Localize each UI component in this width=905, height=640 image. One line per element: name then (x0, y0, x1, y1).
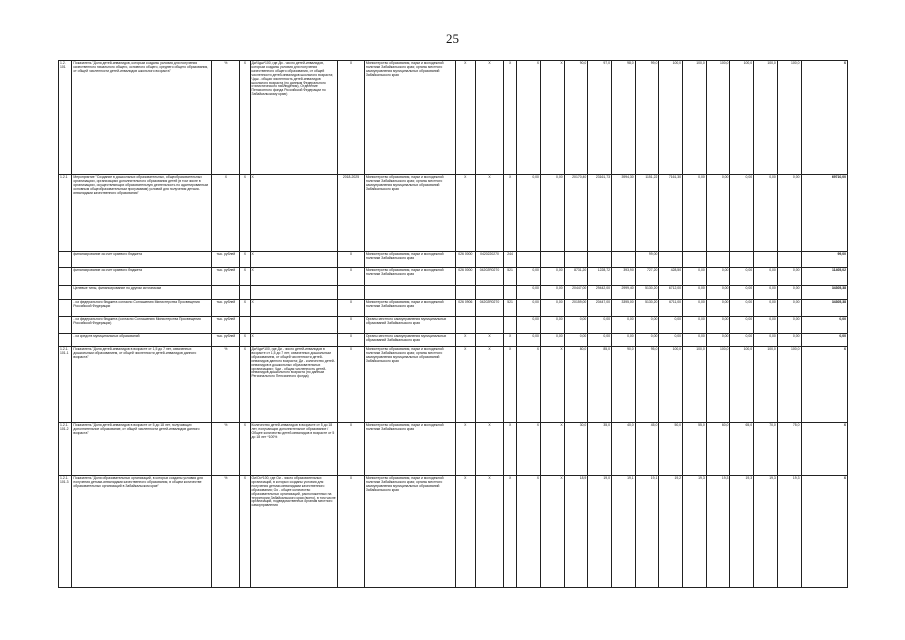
table-cell: 40,0 (612, 423, 636, 476)
table-cell: 1228,72 (588, 268, 612, 286)
table-cell: 100,0 (777, 347, 801, 423)
table-cell: X (503, 476, 516, 588)
table-cell (212, 286, 240, 300)
table-cell: - из федерального бюджета (согласно Соглашению Министерства Просвещения Российской Федерации) (72, 317, 212, 334)
table-cell: 0,00 (612, 334, 636, 347)
table-cell: 99,00 (801, 252, 847, 268)
table-row (59, 347, 848, 423)
table-cell: % (212, 61, 240, 175)
table-cell: 0,00 (517, 268, 541, 286)
table-cell: 1.2.1. 101.1 (59, 347, 72, 423)
table-cell: 0,00 (540, 268, 564, 286)
table-cell: Мероприятие "Создание в дошкольных образовательных, общеобразовательных организациях, организациях дополнительного образования детей (в том числе в организациях, осуществляющих образовательную деятельность по адаптированным основным общеобразовательным программам) условий для получения детьми-инвалидами качественного образования" (72, 175, 212, 252)
table-cell: 100,0 (754, 61, 778, 175)
table-cell: Министерство образования, науки и молодежной политики Забайкальского края (364, 268, 455, 286)
table-row (59, 317, 848, 334)
table-cell: 19,1 (612, 476, 636, 588)
table-cell: 0,00 (635, 317, 659, 334)
table-cell: 85,0 (588, 347, 612, 423)
table-cell: X (455, 61, 476, 175)
table-cell: 0,00 (564, 334, 588, 347)
table-cell: 0,00 (517, 317, 541, 334)
table-cell: X (338, 61, 365, 175)
table-cell: 18,9 (564, 476, 588, 588)
table-cell: 7161,30 (659, 175, 683, 252)
table-cell: 0,00 (588, 317, 612, 334)
table-cell: 5130,20 (635, 300, 659, 317)
table-cell: 45,0 (635, 423, 659, 476)
table-cell: Ои/Оо*100, где Ои - число образовательных организаций, в которых созданы условия для получения детьми-инвалидами качественного образования; Оо - общее количество образовательных организаций, расположенных на территории Забайкальского края (всего), в том числе организаций, подведомственных органам местного самоуправления (250, 476, 338, 588)
table-cell: X (476, 334, 504, 347)
table-cell: 727,20 (635, 268, 659, 286)
table-cell: 1.2. 101 (59, 61, 72, 175)
table-cell: 97,0 (588, 61, 612, 175)
table-cell: 521 (503, 268, 516, 286)
table-cell: X (503, 175, 516, 252)
table-cell: X (455, 476, 476, 588)
table-cell: X (240, 334, 250, 347)
table-cell: 0,00 (540, 175, 564, 252)
table-cell: Показатель "Доля детей-инвалидов в возрасте от 1,5 до 7 лет, охваченных дошкольным образованием, от общей численности детей-инвалидов данного возраста" (72, 347, 212, 423)
table-cell: X (338, 317, 365, 334)
table-cell: 0,00 (706, 334, 730, 347)
table-cell: 100,0 (777, 61, 801, 175)
table-cell: X (240, 268, 250, 286)
table-row (59, 286, 848, 300)
table-cell: X (801, 476, 847, 588)
table-cell: 100,0 (706, 61, 730, 175)
table-cell: 0,00 (730, 300, 754, 317)
table-cell: Органы местного самоуправления муниципальных образований Забайкальского края (364, 334, 455, 347)
table-cell: 0,00 (730, 175, 754, 252)
table-cell: 393,90 (612, 268, 636, 286)
table-cell: X (517, 61, 541, 175)
table-cell: X (540, 347, 564, 423)
table-cell: 0,00 (730, 334, 754, 347)
table-cell: 65,0 (730, 423, 754, 476)
table-cell: X (240, 476, 250, 588)
table-cell: 0,00 (730, 286, 754, 300)
table-cell: 20159,00 (564, 300, 588, 317)
table-cell: 0,00 (612, 317, 636, 334)
table-cell (250, 317, 338, 334)
table-cell: 244 (503, 252, 516, 268)
table-cell: 0,00 (517, 286, 541, 300)
table-cell: 0,00 (754, 317, 778, 334)
table-cell: X (503, 347, 516, 423)
table-cell (59, 286, 72, 300)
table-cell: 0,00 (730, 317, 754, 334)
table-cell: 99,0 (635, 61, 659, 175)
table-cell: 34305,38 (801, 300, 847, 317)
table-row (59, 252, 848, 268)
table-cell (59, 252, 72, 268)
table-cell: X (503, 334, 516, 347)
table-cell (540, 252, 564, 268)
table-cell: X (250, 334, 338, 347)
table-cell (777, 252, 801, 268)
table-cell: 0,00 (706, 175, 730, 252)
table-cell: 0,00 (517, 334, 541, 347)
table-cell: 0,00 (706, 317, 730, 334)
table-cell: Министерство образования, науки и молодежной политики Забайкальского края; органы местного самоуправления муниципальных образований Забайкальского края (364, 476, 455, 588)
table-cell: 80,0 (564, 347, 588, 423)
table-cell: финансирование за счет краевого бюджета (72, 252, 212, 268)
table-cell: 0,00 (777, 300, 801, 317)
table-cell: 5130,20 (635, 286, 659, 300)
table-cell: 0,00 (683, 317, 707, 334)
table-cell (564, 252, 588, 268)
table-cell: - из федерального бюджета согласно Соглашению Министерства Просвещения Российской Федерации (72, 300, 212, 317)
table-cell: 60,0 (706, 423, 730, 476)
table-cell: Министерство образования, науки и молодежной политики Забайкальского края (364, 423, 455, 476)
table-cell: 0,00 (564, 317, 588, 334)
table-row (59, 334, 848, 347)
table-cell: 0,00 (683, 268, 707, 286)
table-cell: 90,0 (612, 347, 636, 423)
table-row (59, 423, 848, 476)
table-cell: X (476, 61, 504, 175)
table-cell (706, 252, 730, 268)
table-cell: 0,00 (683, 175, 707, 252)
table-cell (588, 252, 612, 268)
table-cell: Органы местного самоуправления муниципальных образований Забайкальского края (364, 317, 455, 334)
table-cell: 026 0906 (455, 300, 476, 317)
table-cell: X (240, 61, 250, 175)
table-cell: 0,00 (540, 317, 564, 334)
table-cell: 0,00 (706, 286, 730, 300)
table-cell (517, 252, 541, 268)
table-cell: 19,3 (777, 476, 801, 588)
table-cell: Показатель "Доля образовательных организаций, в которых созданы условия для получения детьми-инвалидами качественного образования, в общем количестве образовательных организаций в Забайкальском крае" (72, 476, 212, 588)
table-cell: Министерство образования, науки и молодежной политики Забайкальского края (364, 252, 455, 268)
table-cell: 100,0 (683, 61, 707, 175)
table-cell: X (338, 268, 365, 286)
table-cell: X (801, 423, 847, 476)
table-cell: 0,00 (777, 286, 801, 300)
table-cell (59, 300, 72, 317)
table-cell: X (338, 423, 365, 476)
table-cell: X (476, 423, 504, 476)
table-cell (659, 252, 683, 268)
table-cell: 0,00 (540, 286, 564, 300)
table-cell: 0,00 (706, 300, 730, 317)
table-cell (240, 286, 250, 300)
table-cell: финансирование за счет краевого бюджета (72, 268, 212, 286)
table-cell: 19,3 (730, 476, 754, 588)
table-cell: % (212, 347, 240, 423)
table-cell: X (455, 334, 476, 347)
table-cell (250, 286, 338, 300)
table-cell: 2018-2025 (338, 175, 365, 252)
table-cell: 100,0 (659, 61, 683, 175)
table-cell: 75,0 (777, 423, 801, 476)
table-cell: 521 (503, 300, 516, 317)
table-cell: X (503, 423, 516, 476)
table-cell: 2999,40 (612, 286, 636, 300)
table-cell: 100,0 (754, 347, 778, 423)
table-cell: Министерство образования, науки и молодежной политики Забайкальского края (364, 300, 455, 317)
table-cell: 100,0 (706, 347, 730, 423)
table-cell: X (240, 175, 250, 252)
table-cell: 98,0 (612, 61, 636, 175)
table-cell: 19,3 (754, 476, 778, 588)
table-cell: 100,0 (683, 347, 707, 423)
table-cell: 0,00 (683, 300, 707, 317)
table-cell: 0,00 (635, 334, 659, 347)
table-cell: X (212, 175, 240, 252)
table-cell: 0,00 (706, 268, 730, 286)
table-cell (683, 252, 707, 268)
table-cell (754, 252, 778, 268)
table-cell: 19,2 (659, 476, 683, 588)
table-cell: 6711,00 (659, 300, 683, 317)
table-cell: X (240, 300, 250, 317)
table-cell (730, 252, 754, 268)
table-cell: 30,0 (564, 423, 588, 476)
table-cell: X (517, 423, 541, 476)
table-cell: Ди/Чди*100, где Ди - число детей-инвалидов в возрасте от 1,5 до 7 лет, охваченных дошкольным образованием, от общей численности детей-инвалидов данного возраста; Ди - количество детей-инвалидов в дошкольных образовательных организациях; Чди - общая численность детей-инвалидов дошкольного возраста (по данным Регионального Пенсионного фонда) (250, 347, 338, 423)
table-cell (338, 286, 365, 300)
table-cell: 95,0 (635, 347, 659, 423)
table-cell: 0,00 (659, 334, 683, 347)
table-cell: 0,00 (801, 334, 847, 347)
table-cell: X (503, 61, 516, 175)
table-cell: 0,00 (517, 300, 541, 317)
table-cell: X (338, 334, 365, 347)
table-cell: X (801, 61, 847, 175)
table-cell: 55,0 (683, 423, 707, 476)
table-cell: 0,00 (683, 334, 707, 347)
table-cell: 19,1 (635, 476, 659, 588)
table-cell: 04202R0270 (476, 268, 504, 286)
table-cell: 20170,40 (564, 175, 588, 252)
table-cell: Показатель "Доля детей-инвалидов в возрасте от 5 до 18 лет, получающих дополнительное образование, от общей численности детей-инвалидов данного возраста" (72, 423, 212, 476)
table-cell: X (240, 423, 250, 476)
table-cell: % (212, 423, 240, 476)
table-cell: X (338, 300, 365, 317)
table-cell: 1.2.1 (59, 175, 72, 252)
table-cell (476, 286, 504, 300)
table-row (59, 175, 848, 252)
table-cell: X (250, 300, 338, 317)
table-cell: 0,00 (754, 300, 778, 317)
page-number: 25 (446, 31, 459, 46)
table-cell: 11405,02 (801, 268, 847, 286)
table-cell: тыс. рублей (212, 334, 240, 347)
table-cell: 6712,00 (659, 286, 683, 300)
table-cell: 0,00 (754, 175, 778, 252)
table-cell: X (455, 347, 476, 423)
table-cell: 0420220270 (476, 252, 504, 268)
table-cell: X (540, 61, 564, 175)
table-cell: 100,0 (730, 61, 754, 175)
table-cell: 19,3 (706, 476, 730, 588)
table-row (59, 268, 848, 286)
table-cell: X (540, 476, 564, 588)
table-cell: 99,00 (635, 252, 659, 268)
table-cell: 3994,30 (612, 175, 636, 252)
table-cell: Количество детей-инвалидов в возрасте от 5 до 18 лет, получающих дополнительное образование / Общее количество детей-инвалидов в возрасте от 5 до 18 лет *100% (250, 423, 338, 476)
table-cell: 026 0000 (455, 268, 476, 286)
table-cell: 0,00 (777, 268, 801, 286)
table-cell: Министерство образования, науки и молодежной политики Забайкальского края; органы местного самоуправления муниципальных образований Забайкальского края (364, 175, 455, 252)
table-cell: 19,0 (588, 476, 612, 588)
table-cell: X (455, 175, 476, 252)
table-cell: 0,00 (540, 334, 564, 347)
table-cell: 100,0 (659, 347, 683, 423)
table-cell: 69710,00 (801, 175, 847, 252)
table-cell (476, 317, 504, 334)
table-cell: 34305,38 (801, 286, 847, 300)
table-cell: 70,0 (754, 423, 778, 476)
table-cell: 3395,00 (612, 300, 636, 317)
table-cell: 0,00 (777, 175, 801, 252)
table-cell (612, 252, 636, 268)
table-row (59, 61, 848, 175)
table-row (59, 300, 848, 317)
table-cell (59, 268, 72, 286)
table-row (59, 476, 848, 588)
table-cell: X (250, 175, 338, 252)
table-cell: X (250, 268, 338, 286)
table-cell: 0,00 (588, 334, 612, 347)
table-cell (455, 317, 476, 334)
table-cell: % (212, 476, 240, 588)
table-cell: X (240, 347, 250, 423)
table-cell: 1151,22 (635, 175, 659, 252)
table-cell: X (338, 347, 365, 423)
table-cell: - из средств муниципальных образований (72, 334, 212, 347)
table-cell: Министерство образования, науки и молодежной политики Забайкальского края; органы местного самоуправления муниципальных образований Забайкальского края (364, 61, 455, 175)
table-cell: 0,00 (777, 317, 801, 334)
table-cell: Министерство образования, науки и молодежной политики Забайкальского края; органы местного самоуправления муниципальных образований Забайкальского края (364, 347, 455, 423)
table-cell: 100,0 (730, 347, 754, 423)
table-cell: Целевые типы, финансирование по другим источникам (72, 286, 212, 300)
table-cell: 0,00 (517, 175, 541, 252)
table-cell: 0,00 (659, 317, 683, 334)
table-cell: 0,00 (730, 268, 754, 286)
table-cell: 0,00 (754, 268, 778, 286)
table-cell: X (455, 423, 476, 476)
table-cell: 0,00 (683, 286, 707, 300)
table-cell (455, 286, 476, 300)
table-cell: 20447,00 (564, 286, 588, 300)
table-cell: X (240, 252, 250, 268)
table-cell: 1.2.1. 101.2 (59, 423, 72, 476)
table-cell: X (517, 347, 541, 423)
budget-table (58, 60, 848, 567)
table-cell: 026 0000 (455, 252, 476, 268)
table-cell (59, 317, 72, 334)
table-cell (59, 334, 72, 347)
table-cell: X (540, 423, 564, 476)
table-cell: 0,00 (801, 317, 847, 334)
table-cell (240, 317, 250, 334)
table-cell: 1.2.1. 101.3 (59, 476, 72, 588)
table-cell: 0,00 (777, 334, 801, 347)
table-cell: 8731,20 (564, 268, 588, 286)
table-cell: X (476, 347, 504, 423)
table-cell: тыс. рублей (212, 300, 240, 317)
table-cell: X (517, 476, 541, 588)
table-cell: X (338, 252, 365, 268)
table-cell: X (801, 347, 847, 423)
table-cell: 0,00 (754, 286, 778, 300)
table-cell: тыс. рублей (212, 252, 240, 268)
table-cell (503, 317, 516, 334)
table-cell: 428,50 (659, 268, 683, 286)
table-cell: 23161,73 (588, 175, 612, 252)
table-cell: 50,0 (659, 423, 683, 476)
table-cell: X (338, 476, 365, 588)
table-cell: 90,0 (564, 61, 588, 175)
table-cell: X (250, 252, 338, 268)
table-cell: 20447,00 (588, 300, 612, 317)
table-cell (503, 286, 516, 300)
table-cell: тыс. рублей (212, 268, 240, 286)
table-cell: 04202R0270 (476, 300, 504, 317)
table-cell (364, 286, 455, 300)
table-cell: X (476, 175, 504, 252)
table-cell: Ди/Чдш*100, где Ди - число детей-инвалидов, которым созданы условия для получения качественного общего образования, от общей численности детей-инвалидов школьного возраста; Чдш - общая численность детей-инвалидов школьного возраста (по данным Федерального статистического наблюдения), Отделение Пенсионного фонда Российской Федерации по Забайкальскому краю) (250, 61, 338, 175)
table-cell: 0,00 (754, 334, 778, 347)
table-cell: Показатель "Доля детей-инвалидов, которым созданы условия для получения качественного начального общего, основного общего, среднего общего образования, от общей численности детей-инвалидов школьного возраста" (72, 61, 212, 175)
table-cell: X (476, 476, 504, 588)
table-cell: 0,00 (540, 300, 564, 317)
table-cell: 35,0 (588, 423, 612, 476)
table-cell: тыс. рублей (212, 317, 240, 334)
table-cell: 29442,00 (588, 286, 612, 300)
table-cell: 19,3 (683, 476, 707, 588)
